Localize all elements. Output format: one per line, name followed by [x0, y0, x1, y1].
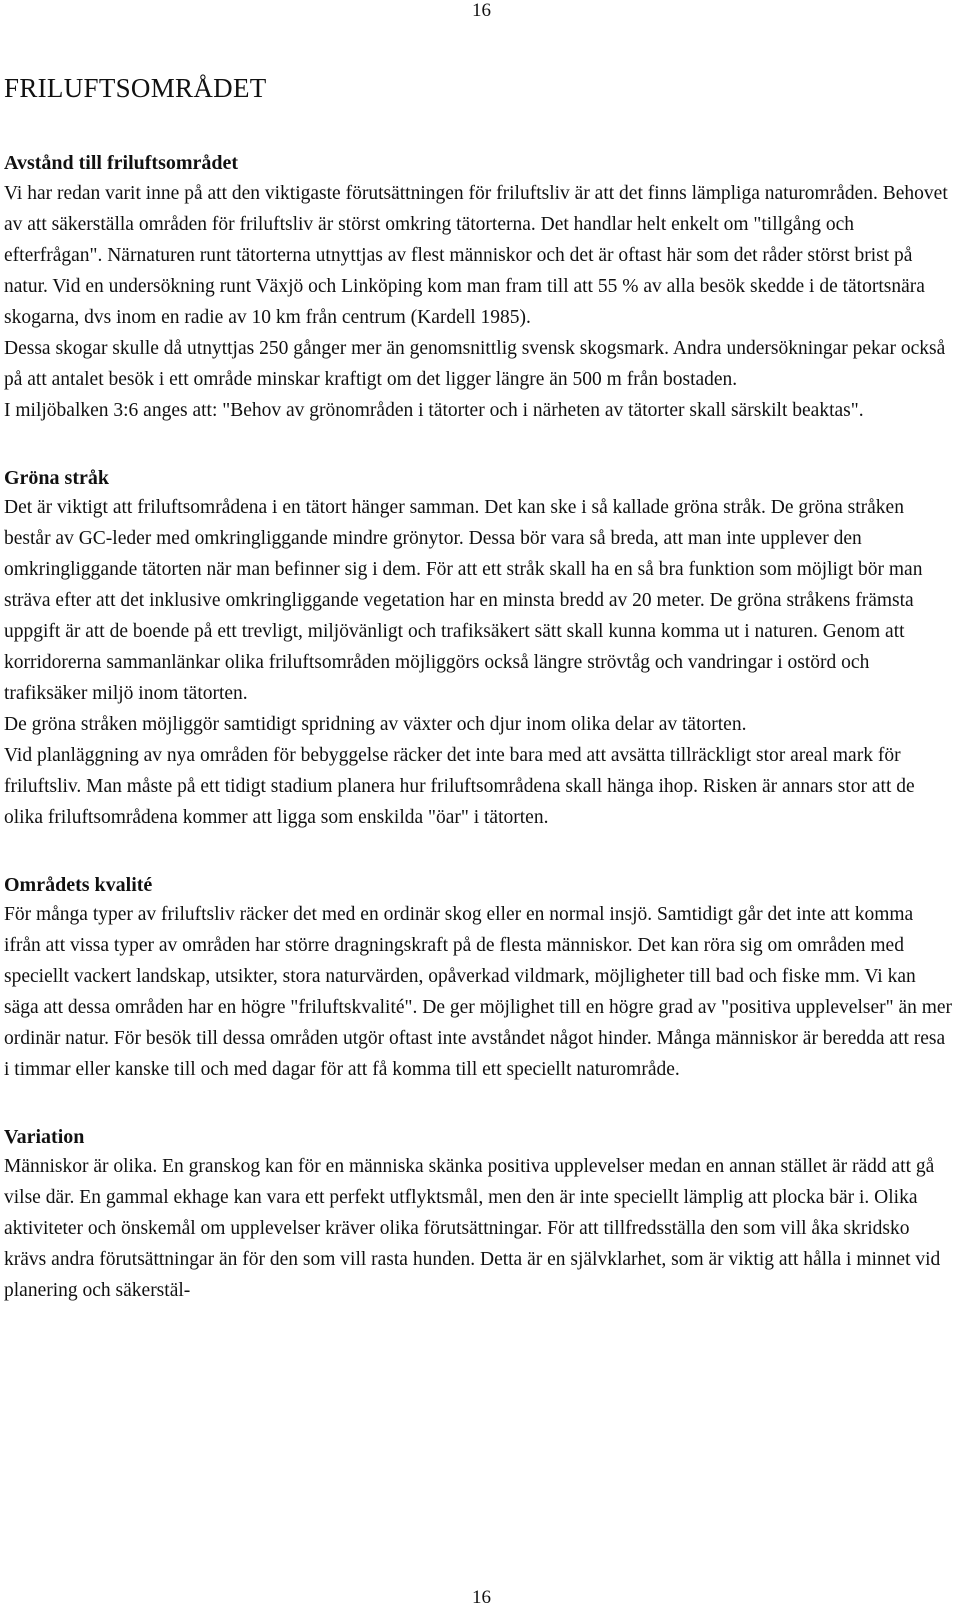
section-variation: [4, 1123, 954, 1306]
section-avstand: [4, 148, 954, 426]
paragraph: För många typer av friluftsliv räcker det med en ordinär skog eller en normal insjö. Samtidigt går det inte att komma ifrån att vissa typer av områden har större dragningskraft på de flesta människor. Det kan röra sig om områden med speciellt vackert landskap, utsikter, stora naturvärden, opåverkad vildmark, möjligheter till bad och fiske mm. Vi kan säga att dessa områden har en högre "friluftskvalité". De ger möjlighet till en högre grad av "positiva upplevelser" än mer ordinär natur. För besök till dessa områden utgör oftast inte avståndet något hinder. Många människor är beredda att resa i timmar eller kanske till och med dagar för att få komma till ett speciellt naturområde.: [4, 904, 953, 1080]
page-title: FRILUFTSOMRÅDET: [4, 73, 267, 103]
paragraph: Vi har redan varit inne på att den viktigaste förutsättningen för friluftsliv är att det finns lämpliga naturområden. Behovet av att säkerställa områden för friluftsliv är störst omkring tätorterna. Det handlar helt enkelt om "tillgång och efterfrågan". Närnaturen runt tätorterna utnyttjas av flest människor och det är oftast här som det råder störst brist på natur. Vid en undersökning runt Växjö och Linköping kom man fram till att 55 % av alla besök skedde i de tätortsnära skogarna, dvs inom en radie av 10 km från centrum (Kardell 1985).: [4, 183, 948, 328]
paragraph: I miljöbalken 3:6 anges att: "Behov av grönområden i tätorter och i närheten av tätorter skall särskilt beaktas".: [4, 400, 864, 421]
section-heading: Gröna stråk: [4, 467, 109, 489]
section-grona-strak: [4, 464, 954, 833]
paragraph: De gröna stråken möjliggör samtidigt spridning av växter och djur inom olika delar av tätorten.: [4, 714, 747, 735]
page-number-top: 16: [472, 0, 491, 21]
paragraph: Människor är olika. En granskog kan för en människa skänka positiva upplevelser medan en annan stället är rädd att gå vilse där. En gammal ekhage kan vara ett perfekt utflyktsmål, men den är inte speciellt lämplig att plocka bär i. Olika aktiviteter och önskemål om upplevelser kräver olika förutsättningar. För att tillfredsställa den som vill åka skridsko krävs andra förutsättningar än för den som vill rasta hunden. Detta är en självklarhet, som är viktig att hålla i minnet vid planering och säkerstäl-: [4, 1156, 941, 1301]
section-omradets-kvalite: [4, 871, 954, 1085]
section-heading: Avstånd till friluftsområdet: [4, 152, 239, 174]
section-heading: Områdets kvalité: [4, 874, 153, 896]
document-body: [4, 68, 954, 1344]
section-heading: Variation: [4, 1126, 85, 1148]
paragraph: Dessa skogar skulle då utnyttjas 250 gånger mer än genomsnittlig svensk skogsmark. Andra undersökningar pekar också på att antalet besök i ett område minskar kraftigt om det ligger längre än 500 m från bostaden.: [4, 338, 946, 390]
paragraph: Det är viktigt att friluftsområdena i en tätort hänger samman. Det kan ske i så kallade gröna stråk. De gröna stråken består av GC-leder med omkringliggande mindre grönytor. Dessa bör vara så breda, att man inte upplever den omkringliggande tätorten när man befinner sig i dem. För att ett stråk skall ha en så bra funktion som möjligt bör man sträva efter att det inklusive omkringliggande vegetation har en minsta bredd av 20 meter. De gröna stråkens främsta uppgift är att de boende på ett trevligt, miljövänligt och trafiksäkert sätt skall kunna komma ut i naturen. Genom att korridorerna sammanlänkar olika friluftsområden möjliggörs också längre strövtåg och vandringar i ostörd och trafiksäker miljö inom tätorten.: [4, 497, 923, 704]
paragraph: Vid planläggning av nya områden för bebyggelse räcker det inte bara med att avsätta tillräckligt stor areal mark för friluftsliv. Man måste på ett tidigt stadium planera hur friluftsområdena skall hänga ihop. Risken är annars stor att de olika friluftsområdena kommer att ligga som enskilda "öar" i tätorten.: [4, 745, 915, 828]
page-number-bottom: 16: [472, 1587, 491, 1608]
